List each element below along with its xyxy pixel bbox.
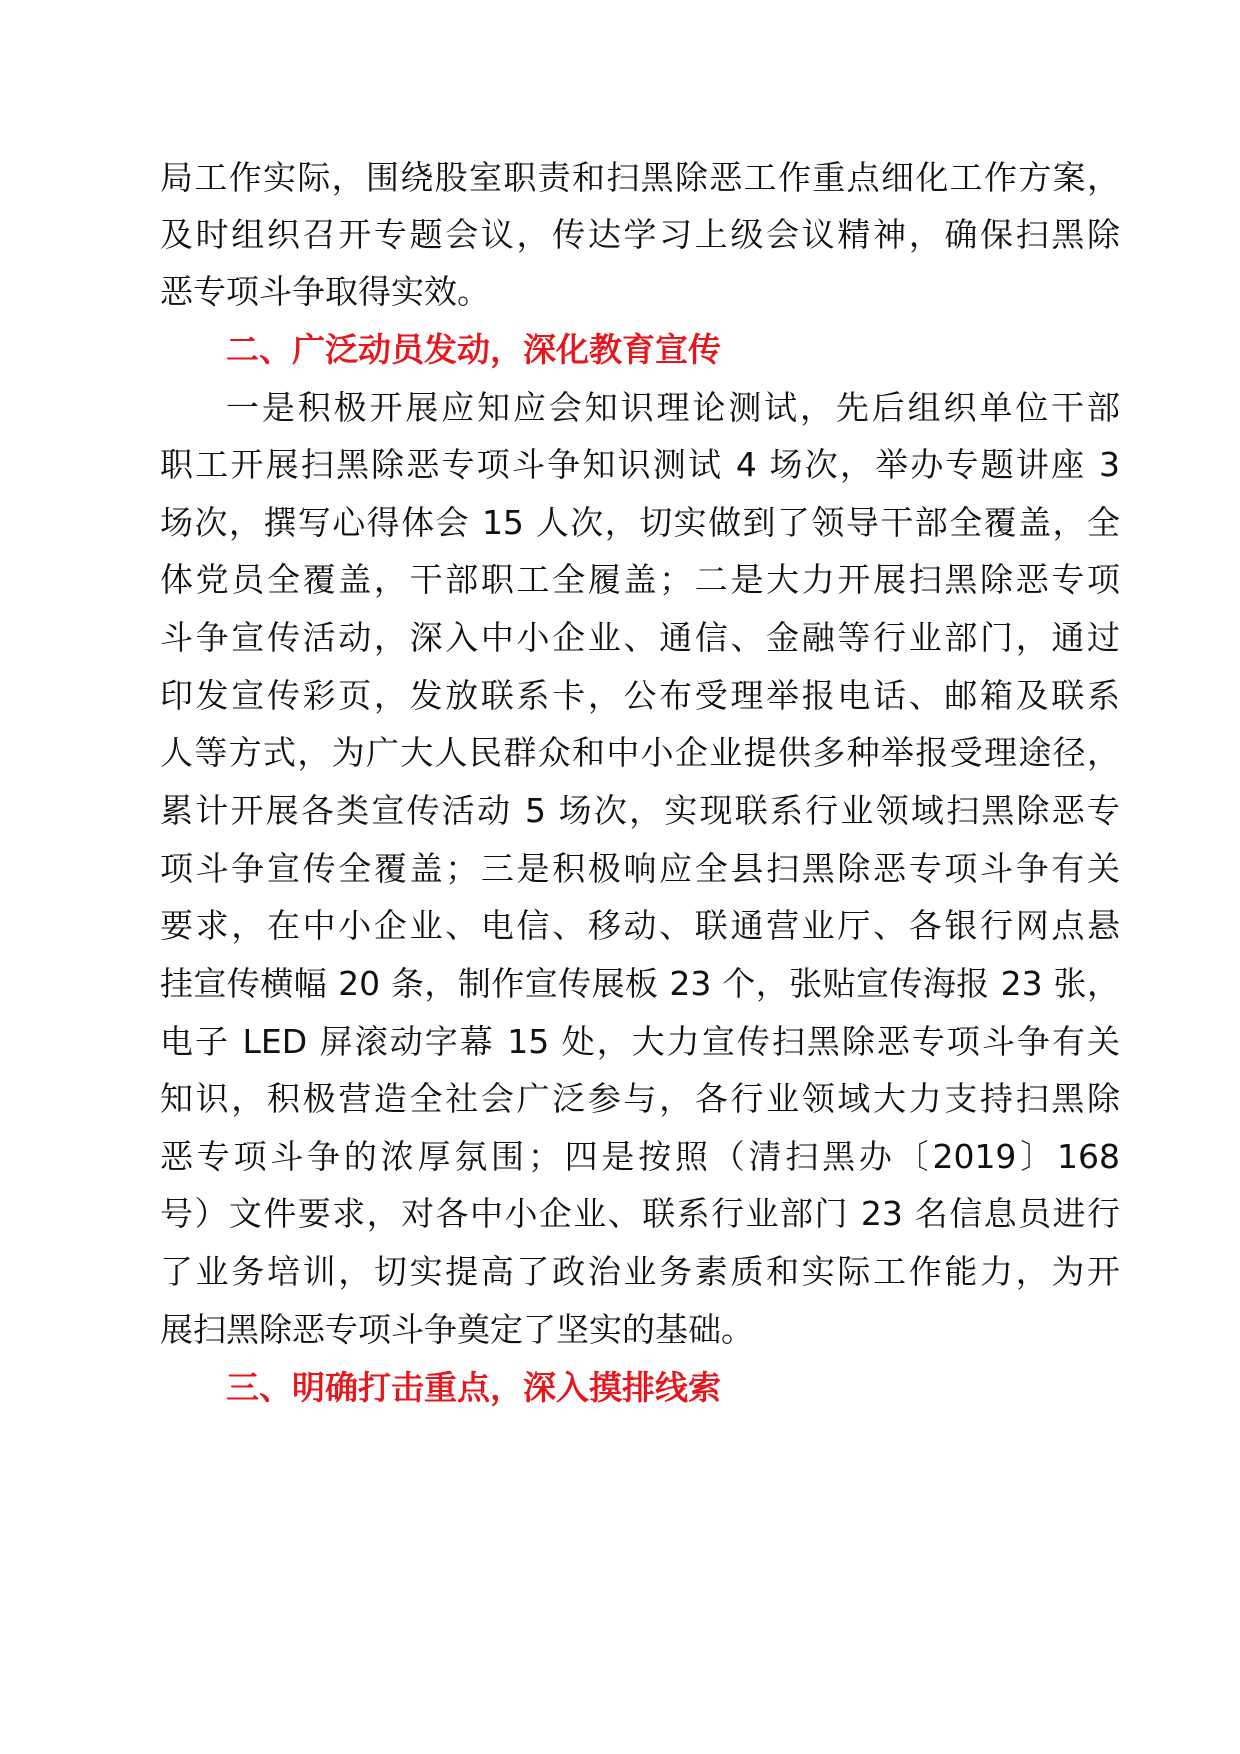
section-heading: 二、广泛动员发动，深化教育宣传	[226, 330, 721, 369]
body-text-line: 印发宣传彩页，发放联系卡，公布受理举报电话、邮箱及联系	[160, 676, 1120, 715]
body-text-line: 一是积极开展应知应会知识理论测试，先后组织单位干部	[226, 388, 1120, 427]
body-text-line: 斗争宣传活动，深入中小企业、通信、金融等行业部门，通过	[160, 618, 1120, 657]
body-text-line: 展扫黑除恶专项斗争奠定了坚实的基础。	[160, 1310, 754, 1349]
body-text-line: 了业务培训，切实提高了政治业务素质和实际工作能力，为开	[160, 1252, 1120, 1291]
body-text-line: 项斗争宣传全覆盖；三是积极响应全县扫黑除恶专项斗争有关	[160, 849, 1120, 888]
section-heading: 三、明确打击重点，深入摸排线索	[226, 1368, 721, 1407]
body-text-line: 恶专项斗争的浓厚氛围；四是按照（清扫黑办〔2019〕168	[160, 1137, 1120, 1176]
body-text-line: 及时组织召开专题会议，传达学习上级会议精神，确保扫黑除	[160, 215, 1120, 254]
body-text-line: 职工开展扫黑除恶专项斗争知识测试 4 场次，举办专题讲座 3	[160, 445, 1120, 484]
body-text-line: 累计开展各类宣传活动 5 场次，实现联系行业领域扫黑除恶专	[160, 791, 1120, 830]
body-text-line: 挂宣传横幅 20 条，制作宣传展板 23 个，张贴宣传海报 23 张，	[160, 964, 1120, 1003]
body-text-line: 要求，在中小企业、电信、移动、联通营业厅、各银行网点悬	[160, 906, 1120, 945]
body-text-line: 场次，撰写心得体会 15 人次，切实做到了领导干部全覆盖，全	[160, 503, 1120, 542]
body-text-line: 局工作实际，围绕股室职责和扫黑除恶工作重点细化工作方案，	[160, 158, 1120, 197]
body-text-line: 号）文件要求，对各中小企业、联系行业部门 23 名信息员进行	[160, 1194, 1120, 1233]
body-text-line: 体党员全覆盖，干部职工全履盖；二是大力开展扫黑除恶专项	[160, 560, 1120, 599]
body-text-line: 知识，积极营造全社会广泛参与，各行业领域大力支持扫黑除	[160, 1079, 1120, 1118]
body-text-line: 电子 LED 屏滚动字幕 15 处，大力宣传扫黑除恶专项斗争有关	[160, 1022, 1120, 1061]
body-text-line: 人等方式，为广大人民群众和中小企业提供多种举报受理途径，	[160, 733, 1120, 772]
body-text-line: 恶专项斗争取得实效。	[160, 272, 490, 311]
